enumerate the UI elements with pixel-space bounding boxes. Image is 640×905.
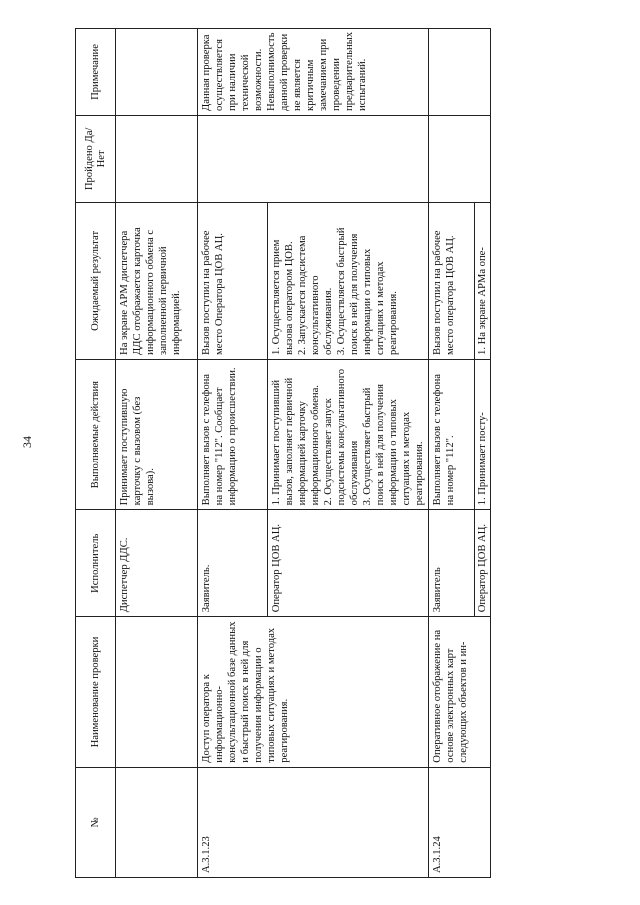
table-row [116,29,198,878]
cell-num: А.3.1.23 [198,767,429,877]
cell-actions: Выполняет вызов с телефона на номер "112". [429,359,475,509]
header-actions: Выполняемые действия [76,359,116,509]
cell-executor: Оператор ЦОВ АЦ. [475,510,491,617]
header-num: № [76,767,116,877]
cell-result: Вызов поступил на рабочее место оператора ЦОВ АЦ. [429,202,475,359]
cell-num [116,767,198,877]
cell-passed [116,115,198,202]
cell-num: А.3.1.24 [429,767,491,877]
cell-result: 1. Осуществляется прием вызова оператором ЦОВ. 2. Запускается подсистема консультативного обслуживания. 3. Осуществляется быстрый поиск в ней для получения информации о типовых ситуациях и методах реагирования. [268,202,429,359]
header-executor: Исполнитель [76,510,116,617]
cell-note [116,29,198,116]
cell-actions: Принимает поступившую карточку с вызовом (без вызова). [116,359,198,509]
cell-passed [198,115,429,202]
cell-result: Вызов поступил на рабочее место Оператора ЦОВ АЦ. [198,202,268,359]
cell-actions: Выполняет вызов с телефона на номер "112". Сообщает информацию о происшествии. [198,359,268,509]
cell-passed [429,115,491,202]
cell-result: На экране АРМ диспетчера ДДС отображается карточка информационного обмена с заполненной первичной информацией. [116,202,198,359]
table-header-row [76,29,116,878]
cell-executor: Заявитель [429,510,475,617]
cell-executor: Заявитель. [198,510,268,617]
cell-name [116,617,198,767]
cell-name: Оперативное отображение на основе электронных карт следующих объектов и ин- [429,617,491,767]
table-row [198,29,268,878]
cell-executor: Оператор ЦОВ АЦ. [268,510,429,617]
cell-executor: Диспетчер ДДС. [116,510,198,617]
cell-note: Данная проверка осуществляется при наличии технической возможности. Невыполнимость данной проверки не является критичным замечанием при проведении предварительных испытаний. [198,29,429,116]
header-result: Ожидаемый результат [76,202,116,359]
table-row [429,29,475,878]
test-table [75,28,491,878]
header-passed: Пройдено Да/Нет [76,115,116,202]
cell-name: Доступ оператора к информационно-консультационной базе данных и быстрый поиск в ней для получения информации о типовых ситуациях и методах реагирования. [198,617,429,767]
rotated-table-sheet [75,28,488,878]
cell-actions: 1. Принимает посту- [475,359,491,509]
page-number: 34 [20,436,34,448]
header-note: Примечание [76,29,116,116]
cell-actions: 1. Принимает поступивший вызов, заполняет первичной информацией карточку информационного обмена. 2. Осуществляет запуск подсистемы консультативного обслуживания 3. Осуществляет быстрый поиск в ней для получения информации о типовых ситуациях и методах реагирования. [268,359,429,509]
cell-result: 1. На экране АРМа опе- [475,202,491,359]
cell-note [429,29,491,116]
header-name: Наименование проверки [76,617,116,767]
